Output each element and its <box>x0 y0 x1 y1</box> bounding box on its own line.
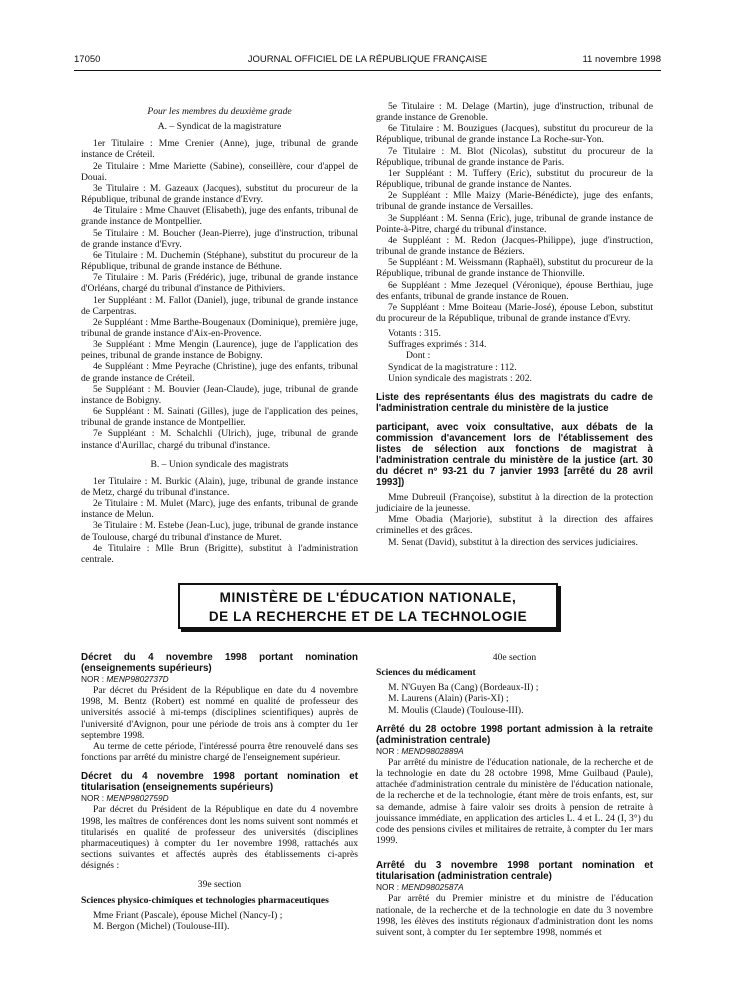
list-item: 6e Suppléant : Mme Jezequel (Véronique), épouse Berthiau, juge des enfants, tribunal de grande instance de Rouen. <box>376 279 653 302</box>
nor-label: NOR : <box>376 745 400 756</box>
list-item: 2e Suppléant : Mlle Maizy (Marie-Bénédicte), juge des enfants, tribunal de grande instance de Versailles. <box>376 190 653 213</box>
banner-line-1: MINISTÈRE DE L'ÉDUCATION NATIONALE, <box>219 590 517 605</box>
section-40-number: 40e section <box>492 652 537 663</box>
banner-line-2: DE LA RECHERCHE ET DE LA TECHNOLOGIE <box>208 609 528 624</box>
decree-2-paragraph: Par décret du Président de la République en date du 4 novembre 1998, les maîtres de conférences dont les noms suivent sont nommés et titularisés en qualité de professeur des universités (disciplines pharmaceutiques) à compter du 1er novembre 1998, rattachés aux sections suivantes et affectés auprès des établissements ci-après désignés : <box>81 804 358 872</box>
list-item: 1er Titulaire : M. Burkic (Alain), juge, tribunal de grande instance de Metz, chargé du tribunal d'instance. <box>81 475 358 498</box>
list-item: 6e Titulaire : M. Duchemin (Stéphane), substitut du procureur de la République, tribunal de grande instance de Béthune. <box>81 249 358 273</box>
arrete-2-title: Arrêté du 3 novembre 1998 portant nomination et titularisation (administration centrale) <box>376 860 653 883</box>
list-item: 2e Suppléant : Mme Barthe-Bougenaux (Dominique), première juge, tribunal de grande instance d'Aix-en-Provence. <box>81 316 358 339</box>
decree-1-paragraph: Par décret du Président de la République en date du 4 novembre 1998, M. Bentz (Robert) est nommé en qualité de professeur des universités associé à mi-temps (disciplines scientifiques) auprès de l'université d'Avignon, pour une période de trois ans à compter du 1er septembre 1998. <box>81 685 358 741</box>
nor-code: MEND9802889A <box>401 745 464 756</box>
nor-code: MEND9802587A <box>401 882 464 893</box>
vote-line: Syndicat de la magistrature : 112. <box>388 361 517 373</box>
list-item: 5e Titulaire : M. Boucher (Jean-Pierre), juge d'instruction, tribunal de grande instance d'Evry. <box>81 227 358 250</box>
vote-results <box>376 328 653 384</box>
nor-label: NOR : <box>376 882 400 893</box>
list-item: 4e Suppléant : M. Redon (Jacques-Philippe), juge d'instruction, tribunal de grande instance de Béziers. <box>376 234 653 258</box>
list-item: M. Laurens (Alain) (Paris-XI) ; <box>388 693 509 705</box>
column-bottom-left <box>81 652 358 932</box>
list-item: 3e Suppléant : M. Senna (Eric), juge, tribunal de grande instance de Pointe-à-Pitre, chargé du tribunal d'instance. <box>376 212 653 235</box>
column-top-left <box>81 106 358 565</box>
column-top-right <box>376 101 653 548</box>
list-item: 6e Titulaire : M. Bouzigues (Jacques), substitut du procureur de la République, tribunal de grande instance La Roche-sur-Yon. <box>376 123 653 146</box>
list-item: M. Moulis (Claude) (Toulouse-III). <box>388 704 524 716</box>
section-a-list <box>81 138 358 450</box>
list-item: 1er Suppléant : M. Fallot (Daniel), juge, tribunal de grande instance de Carpentras. <box>81 294 358 317</box>
list-item: 3e Titulaire : M. Gazeaux (Jacques), substitut du procureur de la République, tribunal de grande instance d'Evry. <box>81 182 358 206</box>
list-item: 1er Titulaire : Mme Crenier (Anne), juge, tribunal de grande instance de Créteil. <box>81 138 358 161</box>
section-b-list <box>81 476 358 565</box>
list-item: 6e Suppléant : M. Sainati (Gilles), juge de l'application des peines, tribunal de grande instance de Montpellier. <box>81 406 358 429</box>
arrete-2-paragraph: Par arrêté du Premier ministre et du ministre de l'éducation nationale, de la recherche et de la technologie en date du 3 novembre 1998, les élèves des instituts régionaux d'administration dont les noms suivent sont, à compter du 1er septembre 1998, nommés et <box>376 893 653 938</box>
list-item: 4e Titulaire : Mlle Brun (Brigitte), substitut à l'administration centrale. <box>81 542 358 565</box>
list-item: Mme Dubreuil (Françoise), substitut à la direction de la protection judiciaire de la jeunesse. <box>376 491 653 515</box>
decree-2-title: Décret du 4 novembre 1998 portant nomination et titularisation (enseignements supérieurs) <box>81 771 358 794</box>
decree-1-paragraph: Au terme de cette période, l'intéressé pourra être renouvelé dans ses fonctions par arrêté du ministre chargé de l'enseignement supérieur. <box>81 740 358 764</box>
vote-line: Votants : 315. <box>388 328 441 340</box>
list-item: 2e Titulaire : M. Mulet (Marc), juge des enfants, tribunal de grande instance de Melun. <box>81 498 358 521</box>
vote-line: Suffrages exprimés : 314. <box>388 339 487 351</box>
section-39-number: 39e section <box>197 879 242 891</box>
list-item: 7e Suppléant : M. Schalchli (Ulrich), juge, tribunal de grande instance d'Aurillac, chargé du tribunal d'instance. <box>81 428 358 451</box>
nor-label: NOR : <box>81 674 105 684</box>
list-item: Mme Friant (Pascale), épouse Michel (Nancy-I) ; <box>93 909 283 921</box>
ministry-banner <box>178 583 558 629</box>
header-rule <box>74 70 661 71</box>
list-item: 5e Suppléant : M. Weissmann (Raphaël), substitut du procureur de la République, tribunal de grande instance de Thionville. <box>376 257 653 280</box>
arrete-1-title: Arrêté du 28 octobre 1998 portant admission à la retraite (administration centrale) <box>376 723 653 746</box>
list-title-part-2: participant, avec voix consultative, aux débats de la commission d'avancement lors de l'établissement des listes de sélection aux fonctions de magistrat à l'administration centrale du ministère de la justice (art. 30 du décret nº 93-21 du 7 janvier 1993 [arrêté du 28 avril 1993]) <box>376 421 653 488</box>
list-item: 7e Titulaire : M. Paris (Frédéric), juge, tribunal de grande instance d'Orléans, chargé du tribunal d'instance de Pithiviers. <box>81 272 358 295</box>
list-item: 4e Titulaire : Mme Chauvet (Elisabeth), juge des enfants, tribunal de grande instance de Montpellier. <box>81 205 358 228</box>
section-39-name: Sciences physico-chimiques et technologies pharmaceutiques <box>81 894 329 906</box>
list-item: Mme Obadia (Marjorie), substitut à la direction des affaires criminelles et des grâces. <box>376 514 653 537</box>
nor-code: MENP9802759D <box>106 793 169 804</box>
list-item: 3e Titulaire : M. Estebe (Jean-Luc), juge, tribunal de grande instance de Toulouse, chargé du tribunal d'instance de Muret. <box>81 520 358 543</box>
list-item: 1er Suppléant : M. Tuffery (Eric), substitut du procureur de la République, tribunal de grande instance de Nantes. <box>376 167 653 191</box>
section-a-heading: A. – Syndicat de la magistrature <box>157 121 282 133</box>
list-item: 4e Suppléant : Mme Peyrache (Christine), juge des enfants, tribunal de grande instance de Créteil. <box>81 361 358 384</box>
list-item: 5e Suppléant : M. Bouvier (Jean-Claude), juge, tribunal de grande instance de Bobigny. <box>81 383 358 406</box>
page-header <box>74 54 661 68</box>
column-bottom-right <box>376 652 653 938</box>
list-item: 3e Suppléant : Mme Mengin (Laurence), juge de l'application des peines, tribunal de grande instance de Bobigny. <box>81 339 358 362</box>
issue-date: 11 novembre 1998 <box>582 54 661 65</box>
decree-1-title: Décret du 4 novembre 1998 portant nomination (enseignements supérieurs) <box>81 652 358 674</box>
grade-heading: Pour les membres du deuxième grade <box>147 106 292 117</box>
section-b-heading: B. – Union syndicale des magistrats <box>150 458 289 470</box>
list-item: 7e Titulaire : M. Blot (Nicolas), substitut du procureur de la République, tribunal de grande instance de Paris. <box>376 145 653 168</box>
decree-2-nor <box>81 793 358 804</box>
vote-line: Dont : <box>406 350 431 362</box>
arrete-2-nor <box>376 882 653 893</box>
list-item: M. Senat (David), substitut à la direction des services judiciaires. <box>388 536 638 548</box>
journal-title: JOURNAL OFFICIEL DE LA RÉPUBLIQUE FRANÇAISE <box>247 54 488 65</box>
vote-line: Union syndicale des magistrats : 202. <box>388 372 532 384</box>
nor-code: MENP9802737D <box>106 674 169 684</box>
list-item: 7e Suppléant : Mme Boiteau (Marie-José), épouse Lebon, substitut du procureur de la République, tribunal de grande instance d'Evry. <box>376 301 653 324</box>
arrete-1-paragraph: Par arrêté du ministre de l'éducation nationale, de la recherche et de la technologie en date du 28 octobre 1998, Mme Guilbaud (Paule), attachée d'administration centrale du ministère de l'éducation nationale, de la recherche et de la technologie, étant mère de trois enfants, est, sur sa demande, admise à faire valoir ses droits à pension de retraite à jouissance immédiate, en application des articles L. 4 et L. 24 (I, 3°) du code des pensions civiles et militaires de retraite, à compter du 1er mars 1999. <box>376 756 653 847</box>
page-number: 17050 <box>74 54 101 65</box>
arrete-1-nor <box>376 746 653 757</box>
list-item: M. N'Guyen Ba (Cang) (Bordeaux-II) ; <box>388 682 539 694</box>
decree-1-nor <box>81 674 358 685</box>
list-item: M. Bergon (Michel) (Toulouse-III). <box>93 920 230 932</box>
section-40-name: Sciences du médicament <box>376 667 476 679</box>
list-item: 2e Titulaire : Mme Mariette (Sabine), conseillère, cour d'appel de Douai. <box>81 160 358 183</box>
nor-label: NOR : <box>81 793 105 804</box>
list-item: 5e Titulaire : M. Delage (Martin), juge d'instruction, tribunal de grande instance de Grenoble. <box>376 101 653 124</box>
list-title-part-1: Liste des représentants élus des magistrats du cadre de l'administration centrale du ministère de la justice <box>376 391 653 414</box>
